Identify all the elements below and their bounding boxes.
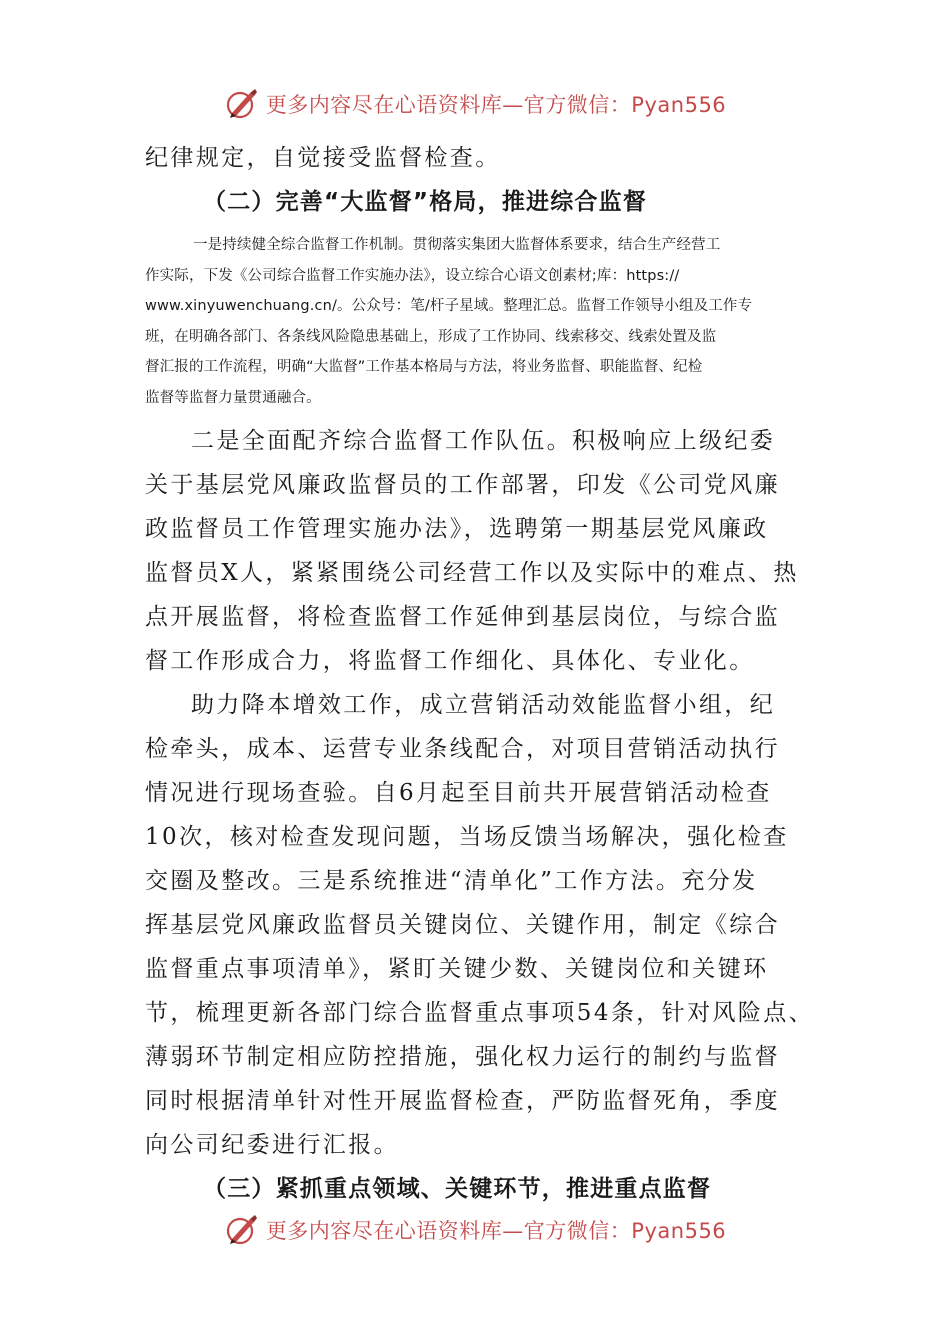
body-line: 情况进行现场查验。自6月起至目前共开展营销活动检查 [145,780,772,806]
body-line: 节，梳理更新各部门综合监督重点事项54条，针对风险点、 [145,1000,815,1026]
footer-watermark [0,1210,950,1250]
body-line: 政监督员工作管理实施办法》，选聘第一期基层党风廉政 [145,516,769,542]
body-line: 关于基层党风廉政监督员的工作部署，印发《公司党风廉 [145,472,780,498]
pen-logo-icon [224,86,260,122]
small-paragraph [145,230,810,413]
body-line: 交圈及整改。三是系统推进“清单化”工作方法。充分发 [145,868,758,894]
small-line: 作实际，下发《公司综合监督工作实施办法》，设立综合心语文创素材;库：https:// [145,267,680,284]
watermark-group [224,1212,726,1248]
body-line: 纪律规定，自觉接受监督检查。 [145,145,501,171]
body-line: 10次，核对检查发现问题，当场反馈当场解决，强化检查 [145,824,789,850]
body-line: 检牵头，成本、运营专业条线配合，对项目营销活动执行 [145,736,780,762]
body-line: 监督重点事项清单》，紧盯关键少数、关键岗位和关键环 [145,956,769,982]
small-line: www.xinyuwenchuang.cn/。公众号：笔/杆子星域。整理汇总。监督工作领导小组及工作专 [145,298,753,314]
body-line: 向公司纪委进行汇报。 [145,1132,399,1158]
watermark-group [224,86,726,122]
section-heading-3: （三）紧抓重点领域、关键环节，推进重点监督 [203,1176,712,1202]
body-line: 同时根据清单针对性开展监督检查，严防监督死角，季度 [145,1088,780,1114]
watermark-text: 更多内容尽在心语资料库—官方微信：Pyan556 [265,93,727,117]
small-line: 监督等监督力量贯通融合。 [145,389,321,406]
small-line: 督汇报的工作流程，明确“大监督”工作基本格局与方法，将业务监督、职能监督、纪检 [145,359,703,375]
body-line: 督工作形成合力，将监督工作细化、具体化、专业化。 [145,648,755,674]
body-line: 点开展监督，将检查监督工作延伸到基层岗位，与综合监 [145,604,780,630]
small-line: 班，在明确各部门、各条线风险隐患基础上，形成了工作协同、线索移交、线索处置及监 [145,328,717,345]
body-line: 二是全面配齐综合监督工作队伍。积极响应上级纪委 [191,428,776,454]
body-line: 助力降本增效工作，成立营销活动效能监督小组，纪 [191,692,776,718]
document-body [145,136,815,1211]
pen-logo-icon [224,1212,260,1248]
body-line: 挥基层党风廉政监督员关键岗位、关键作用，制定《综合 [145,912,780,938]
watermark-text: 更多内容尽在心语资料库—官方微信：Pyan556 [265,1219,727,1243]
small-line: 一是持续健全综合监督工作机制。贯彻落实集团大监督体系要求，结合生产经营工 [193,237,721,253]
section-heading-2: （二）完善“大监督”格局，推进综合监督 [203,189,648,215]
body-line: 监督员X人，紧紧围绕公司经营工作以及实际中的难点、热 [145,560,799,586]
header-watermark [0,84,950,124]
body-line: 薄弱环节制定相应防控措施，强化权力运行的制约与监督 [145,1044,780,1070]
